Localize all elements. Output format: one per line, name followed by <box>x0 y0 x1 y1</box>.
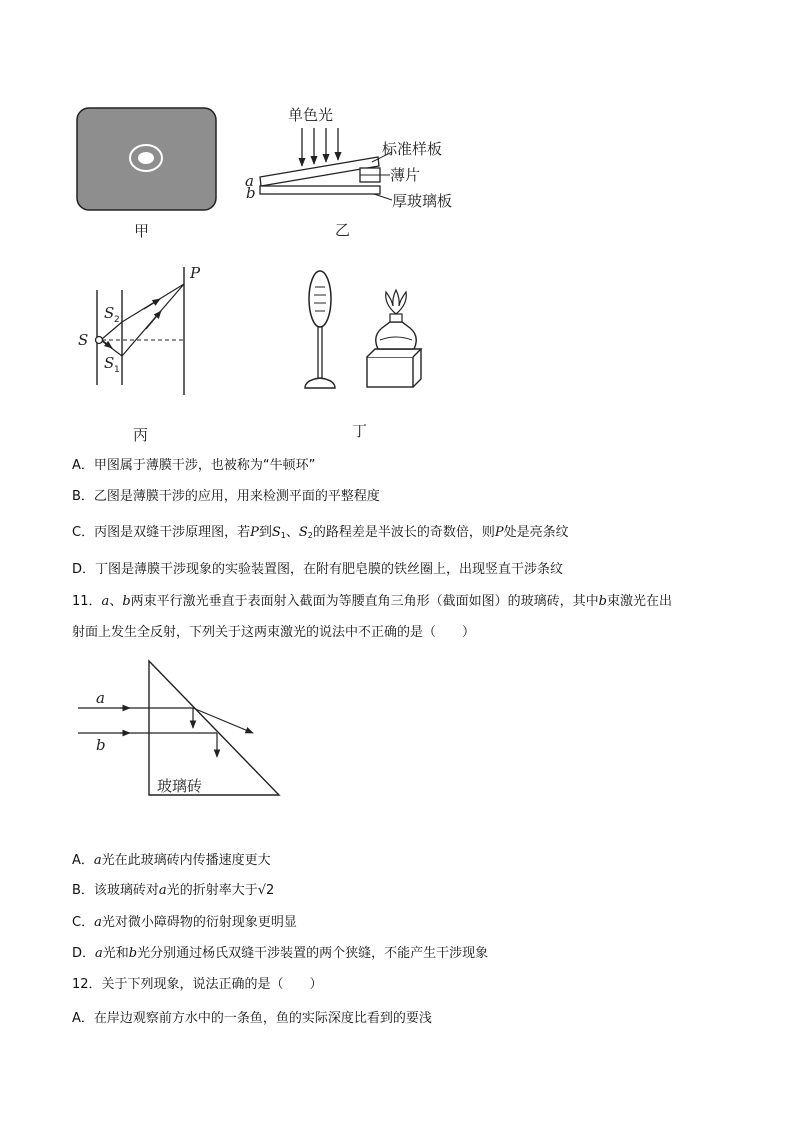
label-thin-sheet: 薄片 <box>390 166 421 184</box>
svg-text:1: 1 <box>114 365 120 375</box>
glass-triangle <box>149 661 279 795</box>
figure-yi <box>245 106 452 239</box>
q12-stem: 12．关于下列现象，说法正确的是（ ） <box>72 977 323 992</box>
flame <box>386 290 407 314</box>
q11-stem-line2: 射面上发生全反射，下列关于这两束激光的说法中不正确的是（ ） <box>72 625 476 640</box>
figure-bing <box>78 264 201 444</box>
q11-option-a: A．a光在此玻璃砖内传播速度更大 <box>72 853 271 868</box>
q10-option-a: A．甲图属于薄膜干涉，也被称为“牛顿环” <box>72 458 316 473</box>
wire-frame <box>309 271 331 327</box>
q12-option-a: A．在岸边观察前方水中的一条鱼，鱼的实际深度比看到的要浅 <box>72 1011 432 1026</box>
lamp-stand-box <box>367 357 413 387</box>
q11-label-b: b <box>96 736 106 754</box>
label-b: b <box>246 184 256 202</box>
q11-option-b: B．该玻璃砖对a光的折射率大于√2 <box>72 883 275 898</box>
q11-label-glass: 玻璃砖 <box>157 777 203 795</box>
label-S: S <box>78 331 89 349</box>
label-monochromatic-light: 单色光 <box>288 106 334 124</box>
caption-bing: 丙 <box>133 426 149 444</box>
q10-option-b: B．乙图是薄膜干涉的应用，用来检测平面的平整程度 <box>72 489 380 504</box>
figure-q11 <box>78 661 279 795</box>
center-spot <box>138 152 154 164</box>
q10-option-c: C．丙图是双缝干涉原理图，若P到$S_1$、$S_2$的路程差是半波长的奇数倍，则P处是亮条纹 <box>72 525 569 540</box>
thick-glass-plate <box>260 186 380 194</box>
caption-jia: 甲 <box>134 222 150 240</box>
alcohol-lamp <box>376 322 417 349</box>
figure-ding <box>305 271 421 440</box>
figure-jia <box>77 108 216 240</box>
caption-ding: 丁 <box>352 422 368 440</box>
label-P: P <box>190 264 201 282</box>
sqrt-value: √2 <box>257 883 275 898</box>
svg-text:2: 2 <box>114 315 120 325</box>
label-standard-plate: 标准样板 <box>382 140 443 158</box>
label-S1: S <box>104 354 115 372</box>
stand-base <box>305 378 335 388</box>
source-S <box>96 337 103 344</box>
q10-option-d: D．丁图是薄膜干涉现象的实验装置图，在附有肥皂膜的铁丝圈上，出现竖直干涉条纹 <box>72 562 564 577</box>
q11-option-c: C．a光对微小障碍物的衍射现象更明显 <box>72 915 297 930</box>
q11-stem-line1: 11．a、b两束平行激光垂直于表面射入截面为等腰直角三角形（截面如图）的玻璃砖，其中b束激光在出 <box>72 594 673 609</box>
label-S2: S <box>104 304 115 322</box>
label-a: a <box>245 172 254 190</box>
q11-option-d: D．a光和b光分别通过杨氏双缝干涉装置的两个狭缝，不能产生干涉现象 <box>72 946 489 961</box>
caption-yi: 乙 <box>335 221 351 239</box>
label-thick-glass: 厚玻璃板 <box>392 192 453 210</box>
q11-label-a: a <box>96 689 105 707</box>
